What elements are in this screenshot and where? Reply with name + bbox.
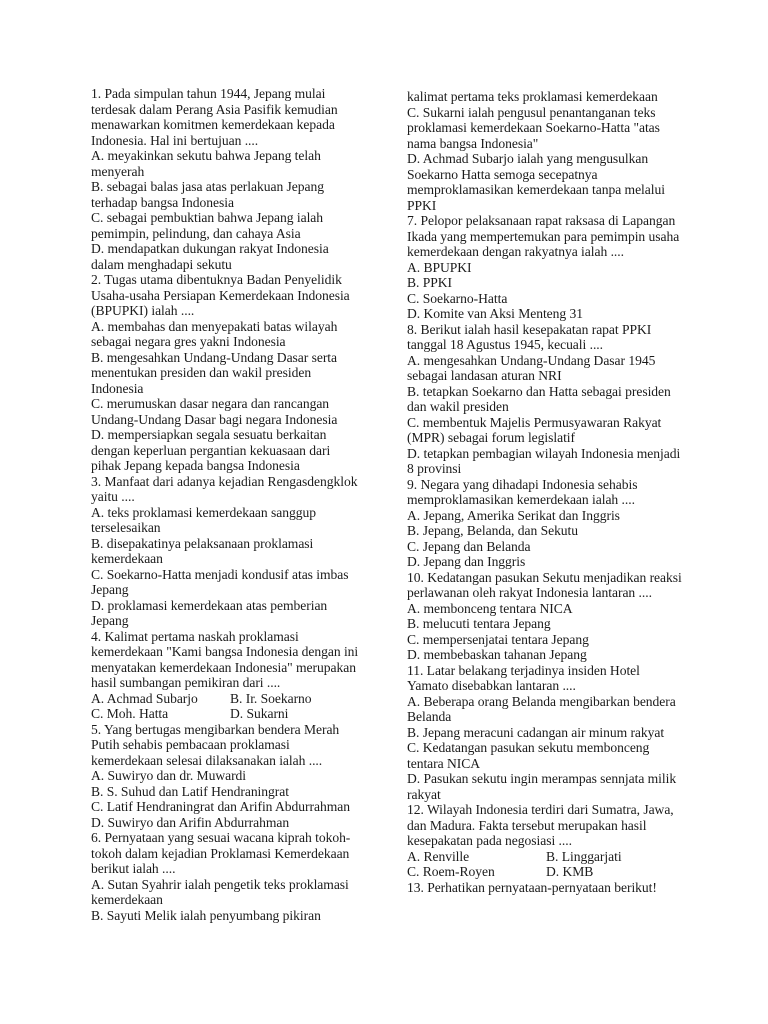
right-column (407, 89, 682, 895)
question-text: 11. Latar belakang terjadinya insiden Hotel Yamato disebabkan lantaran .... (407, 662, 640, 693)
answer-option: B. Linggarjati (546, 848, 622, 864)
answer-option-pair (91, 706, 363, 722)
text-line: C. Sukarni ialah pengusul penantanganan teks proklamasi kemerdekaan Soekarno-Hatta "atas nama bangsa Indonesia" (407, 104, 660, 151)
answer-option: D. KMB (546, 864, 594, 879)
question-text: 4. Kalimat pertama naskah proklamasi kemerdekaan "Kami bangsa Indonesia dengan ini menyatakan kemerdekaan Indonesia" merupakan hasil sumbangan pemikiran dari .... (91, 628, 359, 690)
text-line: D. Achmad Subarjo ialah yang mengusulkan Soekarno Hatta semoga secepatnya memproklamasikan kemerdekaan tanpa melalui PPKI (407, 151, 665, 213)
text-line: B. tetapkan Soekarno dan Hatta sebagai presiden dan wakil presiden (407, 383, 671, 414)
text-line: C. Kedatangan pasukan sekutu membonceng tentara NICA (407, 740, 650, 771)
question-text: 8. Berikut ialah hasil kesepakatan rapat PPKI tanggal 18 Agustus 1945, kecuali .... (407, 321, 652, 352)
text-line: D. Suwiryo dan Arifin Abdurrahman (91, 814, 290, 830)
text-line: A. mengesahkan Undang-Undang Dasar 1945 sebagai landasan aturan NRI (407, 352, 656, 383)
question-text: 1. Pada simpulan tahun 1944, Jepang mulai terdesak dalam Perang Asia Pasifik kemudian menawarkan komitmen kemerdekaan kepada Indonesia. Hal ini bertujuan .... (91, 86, 338, 148)
text-line: A. membahas dan menyepakati batas wilayah sebagai negara gres yakni Indonesia (91, 318, 338, 349)
text-line: A. BPUPKI (407, 259, 472, 275)
text-line: A. Sutan Syahrir ialah pengetik teks proklamasi kemerdekaan (91, 876, 349, 907)
answer-option-pair (407, 849, 682, 865)
text-line: B. Sayuti Melik ialah penyumbang pikiran (91, 907, 321, 923)
answer-option: C. Moh. Hatta (91, 706, 169, 721)
question-text: 7. Pelopor pelaksanaan rapat raksasa di Lapangan Ikada yang mempertemukan para pemimpin usaha kemerdekaan dengan rakyatnya ialah .... (407, 213, 680, 259)
text-line: D. Komite van Aksi Menteng 31 (407, 306, 584, 321)
text-line: C. membentuk Majelis Permusyawaran Rakyat (MPR) sebagai forum legislatif (407, 414, 662, 445)
text-line: C. mempersenjatai tentara Jepang (407, 631, 589, 647)
answer-option: B. Ir. Soekarno (230, 690, 312, 706)
question-text: 12. Wilayah Indonesia terdiri dari Sumatra, Jawa, dan Madura. Fakta tersebut merupakan hasil kesepakatan pada negosiasi .... (407, 802, 674, 848)
text-line: C. Latif Hendraningrat dan Arifin Abdurrahman (91, 799, 350, 814)
question-text: 2. Tugas utama dibentuknya Badan Penyelidik Usaha-usaha Persiapan Kemerdekaan Indonesia (BPUPKI) ialah .... (91, 272, 350, 318)
text-line: A. teks proklamasi kemerdekaan sanggup terselesaikan (91, 504, 316, 535)
text-line: A. Jepang, Amerika Serikat dan Inggris (407, 507, 620, 523)
text-line: B. disepakatinya pelaksanaan proklamasi kemerdekaan (91, 535, 314, 566)
left-column (91, 86, 363, 923)
text-line: B. PPKI (407, 275, 452, 290)
text-line: C. Jepang dan Belanda (407, 538, 531, 554)
text-line: B. mengesahkan Undang-Undang Dasar serta menentukan presiden dan wakil presiden Indonesia (91, 349, 338, 396)
question-text: 6. Pernyataan yang sesuai wacana kiprah tokoh-tokoh dalam kejadian Proklamasi Kemerdekaan berikut ialah .... (91, 830, 351, 876)
text-line: D. membebaskan tahanan Jepang (407, 647, 587, 662)
text-line: D. mempersiapkan segala sesuatu berkaitan dengan keperluan pergantian kekuasaan dari pihak Jepang kepada bangsa Indonesia (91, 427, 331, 473)
text-line: A. Suwiryo dan dr. Muwardi (91, 768, 247, 783)
answer-option: A. Renville (407, 848, 470, 864)
text-line: D. Pasukan sekutu ingin merampas sennjata milik rakyat (407, 771, 677, 802)
text-line: D. Jepang dan Inggris (407, 554, 526, 569)
answer-option: C. Roem-Royen (407, 864, 495, 879)
question-text: 3. Manfaat dari adanya kejadian Rengasdengklok yaitu .... (91, 473, 358, 504)
answer-option: D. Sukarni (230, 706, 289, 721)
text-line: B. sebagai balas jasa atas perlakuan Jepang terhadap bangsa Indonesia (91, 179, 325, 210)
answer-option-pair (91, 691, 363, 707)
answer-option-pair (407, 864, 682, 880)
text-line: C. Soekarno-Hatta menjadi kondusif atas imbas Jepang (91, 566, 349, 597)
text-line: kalimat pertama teks proklamasi kemerdekaan (407, 89, 658, 104)
text-line: D. proklamasi kemerdekaan atas pemberian Jepang (91, 597, 328, 628)
text-line: A. Beberapa orang Belanda mengibarkan bendera Belanda (407, 693, 676, 724)
text-line: B. S. Suhud dan Latif Hendraningrat (91, 783, 289, 799)
text-line: D. mendapatkan dukungan rakyat Indonesia dalam menghadapi sekutu (91, 241, 329, 272)
text-line: D. tetapkan pembagian wilayah Indonesia menjadi 8 provinsi (407, 445, 681, 476)
question-text: 13. Perhatikan pernyataan-pernyataan berikut! (407, 879, 657, 895)
text-line: C. Soekarno-Hatta (407, 290, 508, 306)
text-line: C. sebagai pembuktian bahwa Jepang ialah pemimpin, pelindung, dan cahaya Asia (91, 210, 324, 241)
answer-option: A. Achmad Subarjo (91, 690, 198, 706)
text-line: A. meyakinkan sekutu bahwa Jepang telah menyerah (91, 148, 321, 179)
question-text: 10. Kedatangan pasukan Sekutu menjadikan reaksi perlawanan oleh rakyat Indonesia lantaran .... (407, 569, 682, 600)
question-text: 5. Yang bertugas mengibarkan bendera Merah Putih sehabis pembacaan proklamasi kemerdekaan selesai dilaksanakan ialah .... (91, 721, 340, 768)
text-line: B. Jepang, Belanda, dan Sekutu (407, 523, 579, 538)
text-line: B. melucuti tentara Jepang (407, 616, 551, 631)
text-line: A. membonceng tentara NICA (407, 600, 573, 616)
text-line: C. merumuskan dasar negara dan rancangan Undang-Undang Dasar bagi negara Indonesia (91, 396, 338, 427)
question-text: 9. Negara yang dihadapi Indonesia sehabis memproklamasikan kemerdekaan ialah .... (407, 476, 638, 507)
text-line: B. Jepang meracuni cadangan air minum rakyat (407, 724, 665, 740)
